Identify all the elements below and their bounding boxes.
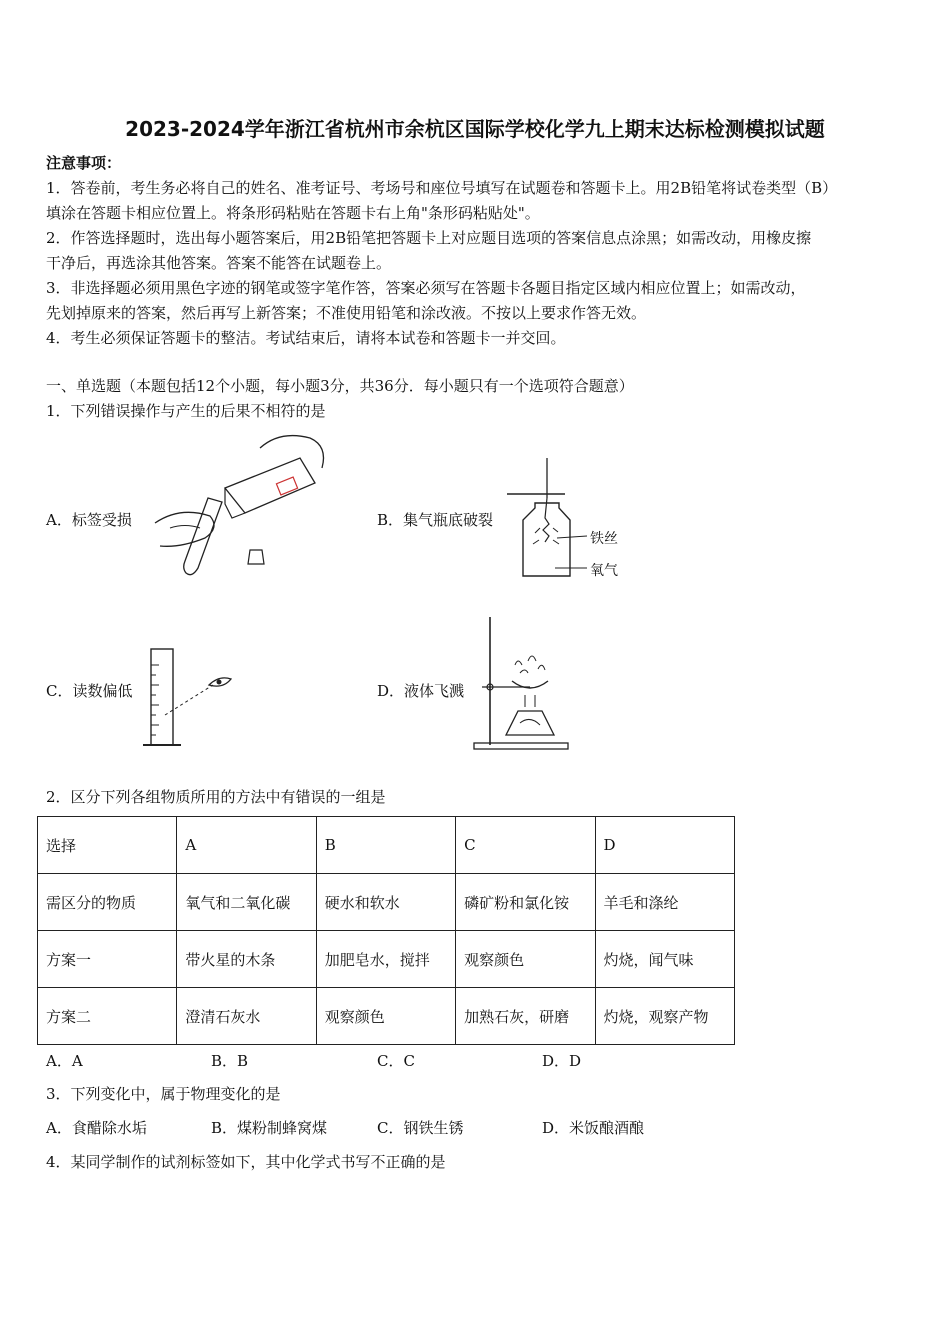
table-cell: A <box>177 817 316 874</box>
table-row <box>38 874 735 931</box>
q3-option-a[interactable]: A．食醋除水垢 <box>46 1119 147 1137</box>
question-2-stem: 2．区分下列各组物质所用的方法中有错误的一组是 <box>46 788 386 806</box>
section-heading: 一、单选题（本题包括12个小题，每小题3分，共36分．每小题只有一个选项符合题意） <box>46 377 634 395</box>
question-3-stem: 3．下列变化中，属于物理变化的是 <box>46 1085 281 1103</box>
notice-line: 1．答卷前，考生务必将自己的姓名、准考证号、考场号和座位号填写在试题卷和答题卡上。用2B铅笔将试卷类型（B） <box>46 179 838 197</box>
q3-option-d[interactable]: D．米饭酿酒酿 <box>542 1119 645 1137</box>
notice-line: 先划掉原来的答案，然后再写上新答案；不准使用铅笔和涂改液。不按以上要求作答无效。 <box>46 304 647 322</box>
q2-option-a[interactable]: A．A <box>46 1052 83 1070</box>
table-cell: 澄清石灰水 <box>177 988 316 1045</box>
table-cell: 磷矿粉和氯化铵 <box>456 874 595 931</box>
table-cell: 带火星的木条 <box>177 931 316 988</box>
table-cell: 羊毛和涤纶 <box>595 874 734 931</box>
table-cell: 氧气和二氧化碳 <box>177 874 316 931</box>
table-row <box>38 988 735 1045</box>
pouring-liquid-figure <box>150 428 340 578</box>
table-cell: 观察颜色 <box>316 988 455 1045</box>
question-1-stem: 1．下列错误操作与产生的后果不相符的是 <box>46 402 326 420</box>
q2-option-c[interactable]: C．C <box>377 1052 415 1070</box>
q1-option-a[interactable]: A．标签受损 <box>46 511 132 529</box>
q1-option-b[interactable]: B．集气瓶底破裂 <box>377 511 494 529</box>
q1-option-d[interactable]: D．液体飞溅 <box>377 682 465 700</box>
table-cell: 方案一 <box>38 931 177 988</box>
table-cell: 观察颜色 <box>456 931 595 988</box>
table-cell: D <box>595 817 734 874</box>
table-cell: 选择 <box>38 817 177 874</box>
q2-option-d[interactable]: D．D <box>542 1052 582 1070</box>
page-title: 2023-2024学年浙江省杭州市余杭区国际学校化学九上期末达标检测模拟试题 <box>125 117 825 141</box>
q3-option-c[interactable]: C．钢铁生锈 <box>377 1119 464 1137</box>
table-cell: C <box>456 817 595 874</box>
table-cell: 方案二 <box>38 988 177 1045</box>
gas-bottle-figure <box>505 458 645 583</box>
table-cell: 硬水和软水 <box>316 874 455 931</box>
label-oxygen: 氧气 <box>590 563 618 579</box>
table-cell: 灼烧，闻气味 <box>595 931 734 988</box>
notice-line: 3．非选择题必须用黑色字迹的钢笔或签字笔作答，答案必须写在答题卡各题目指定区域内相应位置上；如需改动， <box>46 279 806 297</box>
table-cell: 灼烧，观察产物 <box>595 988 734 1045</box>
notice-line: 填涂在答题卡相应位置上。将条形码粘贴在答题卡右上角"条形码粘贴处"。 <box>46 204 540 222</box>
label-iron-wire: 铁丝 <box>590 531 618 547</box>
graduated-cylinder-figure <box>143 645 238 753</box>
table-row <box>38 817 735 874</box>
table-cell: 加肥皂水，搅拌 <box>316 931 455 988</box>
notice-heading: 注意事项： <box>46 154 122 172</box>
comparison-table <box>37 816 735 1045</box>
table-cell: 需区分的物质 <box>38 874 177 931</box>
q2-option-b[interactable]: B．B <box>211 1052 249 1070</box>
notice-line: 2．作答选择题时，选出每小题答案后，用2B铅笔把答题卡上对应题目选项的答案信息点涂黑；如需改动，用橡皮擦 <box>46 229 812 247</box>
question-4-stem: 4．某同学制作的试剂标签如下，其中化学式书写不正确的是 <box>46 1153 446 1171</box>
q3-option-b[interactable]: B．煤粉制蜂窝煤 <box>211 1119 328 1137</box>
table-cell: 加熟石灰，研磨 <box>456 988 595 1045</box>
table-row <box>38 931 735 988</box>
evaporation-figure <box>470 615 570 755</box>
table-cell: B <box>316 817 455 874</box>
notice-line: 4．考生必须保证答题卡的整洁。考试结束后，请将本试卷和答题卡一并交回。 <box>46 329 566 347</box>
q1-option-c[interactable]: C．读数偏低 <box>46 682 133 700</box>
notice-line: 干净后，再选涂其他答案。答案不能答在试题卷上。 <box>46 254 392 272</box>
